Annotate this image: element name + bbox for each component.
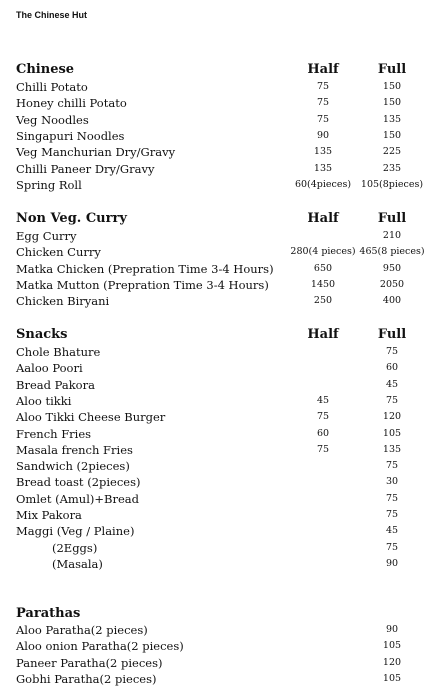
full-price: 105 (382, 640, 402, 652)
menu-item-name: French Fries (16, 426, 92, 441)
half-price: 650 (313, 262, 333, 274)
half-column-header: Half (307, 62, 339, 77)
section-title: Parathas (16, 606, 81, 621)
section-title: Chinese (16, 62, 75, 77)
full-price: 75 (385, 492, 399, 504)
full-price: 45 (385, 378, 399, 390)
half-price: 250 (313, 295, 333, 307)
menu-item-name: Matka Chicken (Prepration Time 3-4 Hours) (16, 261, 274, 276)
full-price: 150 (382, 129, 402, 141)
full-column-header: Full (377, 327, 407, 342)
full-price: 950 (382, 262, 402, 274)
menu-item-name: Chilli Paneer Dry/Gravy (16, 161, 155, 176)
half-price: 135 (313, 162, 333, 174)
half-price: 90 (316, 129, 330, 141)
half-column-header: Half (307, 327, 339, 342)
full-price: 135 (382, 443, 402, 455)
menu-item-name: Paneer Paratha(2 pieces) (16, 655, 163, 670)
full-price: 90 (385, 624, 399, 635)
half-price: 1450 (310, 278, 336, 290)
menu-item-name: Aaloo Poori (16, 361, 83, 376)
half-price: 75 (316, 411, 330, 423)
menu-item-name: Chole Bhature (16, 345, 101, 359)
menu-item-name: Spring Roll (16, 177, 82, 192)
full-price: 2050 (379, 278, 405, 290)
section-title: Non Veg. Curry (16, 211, 127, 226)
full-price: 75 (385, 541, 399, 553)
full-price: 75 (385, 460, 399, 472)
full-price: 45 (385, 525, 399, 537)
menu-item-name: Aloo onion Paratha(2 pieces) (16, 639, 184, 654)
full-price: 235 (382, 162, 402, 174)
half-column-header: Half (307, 211, 339, 226)
full-price: 120 (382, 411, 402, 423)
menu-item-name: Gobhi Paratha(2 pieces) (16, 671, 157, 686)
full-price: 105 (382, 672, 402, 684)
section-title: Snacks (16, 327, 68, 342)
half-price: 75 (316, 113, 330, 125)
full-price: 135 (382, 113, 402, 125)
menu-item-name: Singapuri Noodles (16, 128, 125, 143)
menu-item-name: Aloo tikki (16, 393, 72, 408)
full-price: 150 (382, 81, 402, 92)
full-price: 120 (382, 656, 402, 668)
menu-item-name: Chicken Curry (16, 245, 101, 260)
menu-item-name: Veg Noodles (16, 112, 89, 127)
menu-item-name: Masala french Fries (16, 442, 133, 457)
menu-item-name: Bread toast (2pieces) (16, 475, 141, 490)
menu-item-name: Honey chilli Potato (16, 96, 127, 111)
menu-item-name: (Masala) (52, 556, 103, 571)
menu-item-name: Egg Curry (16, 229, 77, 243)
half-price: 60 (316, 427, 330, 439)
menu-item-name: Sandwich (2pieces) (16, 459, 130, 474)
full-price: 30 (385, 476, 399, 488)
half-price: 60(4pieces) (294, 178, 352, 190)
full-price: 465(8 pieces) (359, 246, 425, 258)
full-price: 400 (382, 295, 402, 307)
restaurant-name: The Chinese Hut (16, 10, 88, 20)
full-price: 75 (385, 509, 399, 520)
half-price: 75 (316, 443, 330, 455)
menu-item-name: Aloo Paratha(2 pieces) (16, 623, 148, 637)
full-price: 90 (385, 557, 399, 569)
menu-item-name: Bread Pakora (16, 377, 95, 392)
full-column-header: Full (377, 62, 407, 77)
menu-item-name: Omlet (Amul)+Bread (16, 491, 139, 506)
menu-item-name: Maggi (Veg / Plaine) (16, 524, 135, 539)
menu-item-name: Mix Pakora (16, 508, 82, 522)
full-price: 210 (382, 230, 402, 241)
half-price: 75 (316, 97, 330, 109)
menu-item-name: (2Eggs) (52, 540, 98, 555)
full-price: 60 (385, 362, 399, 374)
menu-item-name: Aloo Tikki Cheese Burger (16, 410, 166, 425)
half-price: 135 (313, 146, 333, 158)
full-price: 150 (382, 97, 402, 109)
full-price: 75 (385, 346, 399, 357)
half-price: 75 (316, 81, 330, 92)
menu-item-name: Chilli Potato (16, 80, 88, 94)
full-price: 225 (382, 146, 402, 158)
full-price: 105(8pieces) (360, 178, 424, 190)
full-price: 105 (382, 427, 402, 439)
full-column-header: Full (377, 211, 407, 226)
menu-item-name: Matka Mutton (Prepration Time 3-4 Hours) (16, 277, 269, 292)
menu-item-name: Veg Manchurian Dry/Gravy (16, 145, 176, 160)
menu-item-name: Chicken Biryani (16, 294, 110, 309)
half-price: 45 (316, 394, 330, 406)
full-price: 75 (385, 394, 399, 406)
half-price: 280(4 pieces) (290, 246, 356, 258)
